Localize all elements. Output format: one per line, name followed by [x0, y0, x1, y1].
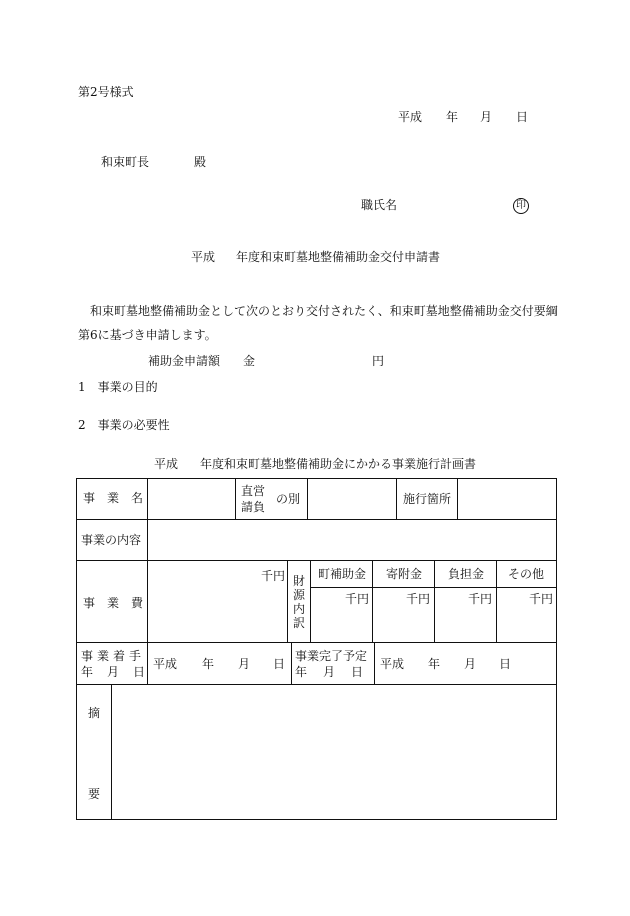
start-year: 年 — [202, 657, 215, 671]
remarks-char-2: 要 — [88, 787, 101, 801]
source-col-header-town-subsidy: 町補助金 — [318, 567, 367, 581]
type-suffix-label: の別 — [276, 492, 301, 506]
source-col-unit-burden: 千円 — [468, 592, 493, 606]
source-col-unit-town-subsidy: 千円 — [345, 592, 370, 606]
page-title: 年度和束町墓地整備補助金交付申請書 — [236, 250, 441, 264]
content-label: 事業の内容 — [81, 533, 142, 547]
body-line-2: 第6に基づき申請します。 — [78, 328, 217, 342]
end-day: 日 — [499, 657, 512, 671]
type-direct-label: 直営 — [241, 484, 266, 498]
item-necessity: 2 事業の必要性 — [78, 418, 170, 432]
applicant-label: 職氏名 — [361, 198, 398, 212]
end-date-label-2: 年月日 — [295, 665, 380, 679]
cost-label: 事業費 — [83, 596, 156, 610]
date-month: 月 — [480, 110, 493, 124]
date-year: 年 — [446, 110, 459, 124]
item-purpose: 1 事業の目的 — [78, 380, 158, 394]
end-month: 月 — [464, 657, 477, 671]
start-day: 日 — [273, 657, 286, 671]
type-contract-label: 請負 — [241, 500, 266, 514]
amount-unit: 円 — [372, 354, 385, 368]
start-date-label-1: 事業着手 — [81, 649, 146, 663]
honorific: 殿 — [194, 155, 207, 169]
source-breakdown-label: 財源内訳 — [292, 574, 305, 630]
start-month: 月 — [238, 657, 251, 671]
start-date-label-2: 年月日 — [81, 665, 160, 679]
date-day: 日 — [516, 110, 529, 124]
remarks-char-1: 摘 — [88, 706, 101, 720]
title-era: 平成 — [191, 250, 216, 264]
end-date-label-1: 事業完了予定 — [295, 649, 368, 663]
date-era: 平成 — [398, 110, 423, 124]
seal-icon: 印 — [513, 198, 529, 214]
amount-prefix: 金 — [243, 354, 256, 368]
source-col-unit-donation: 千円 — [406, 592, 431, 606]
plan-title: 年度和束町墓地整備補助金にかかる事業施行計画書 — [200, 457, 477, 471]
end-era: 平成 — [380, 657, 405, 671]
source-col-header-other: その他 — [508, 567, 545, 581]
cost-unit: 千円 — [261, 569, 286, 583]
location-label: 施行箇所 — [403, 492, 452, 506]
project-name-label: 事業名 — [83, 491, 156, 505]
body-line-1: 和束町墓地整備補助金として次のとおり交付されたく、和束町墓地整備補助金交付要綱 — [90, 304, 558, 318]
source-col-header-donation: 寄附金 — [386, 567, 423, 581]
form-number: 第2号様式 — [78, 85, 134, 99]
source-col-unit-other: 千円 — [529, 592, 554, 606]
addressee: 和束町長 — [101, 155, 150, 169]
amount-label: 補助金申請額 — [148, 354, 221, 368]
start-era: 平成 — [153, 657, 178, 671]
source-col-header-burden: 負担金 — [448, 567, 485, 581]
plan-title-era: 平成 — [154, 457, 179, 471]
end-year: 年 — [428, 657, 441, 671]
